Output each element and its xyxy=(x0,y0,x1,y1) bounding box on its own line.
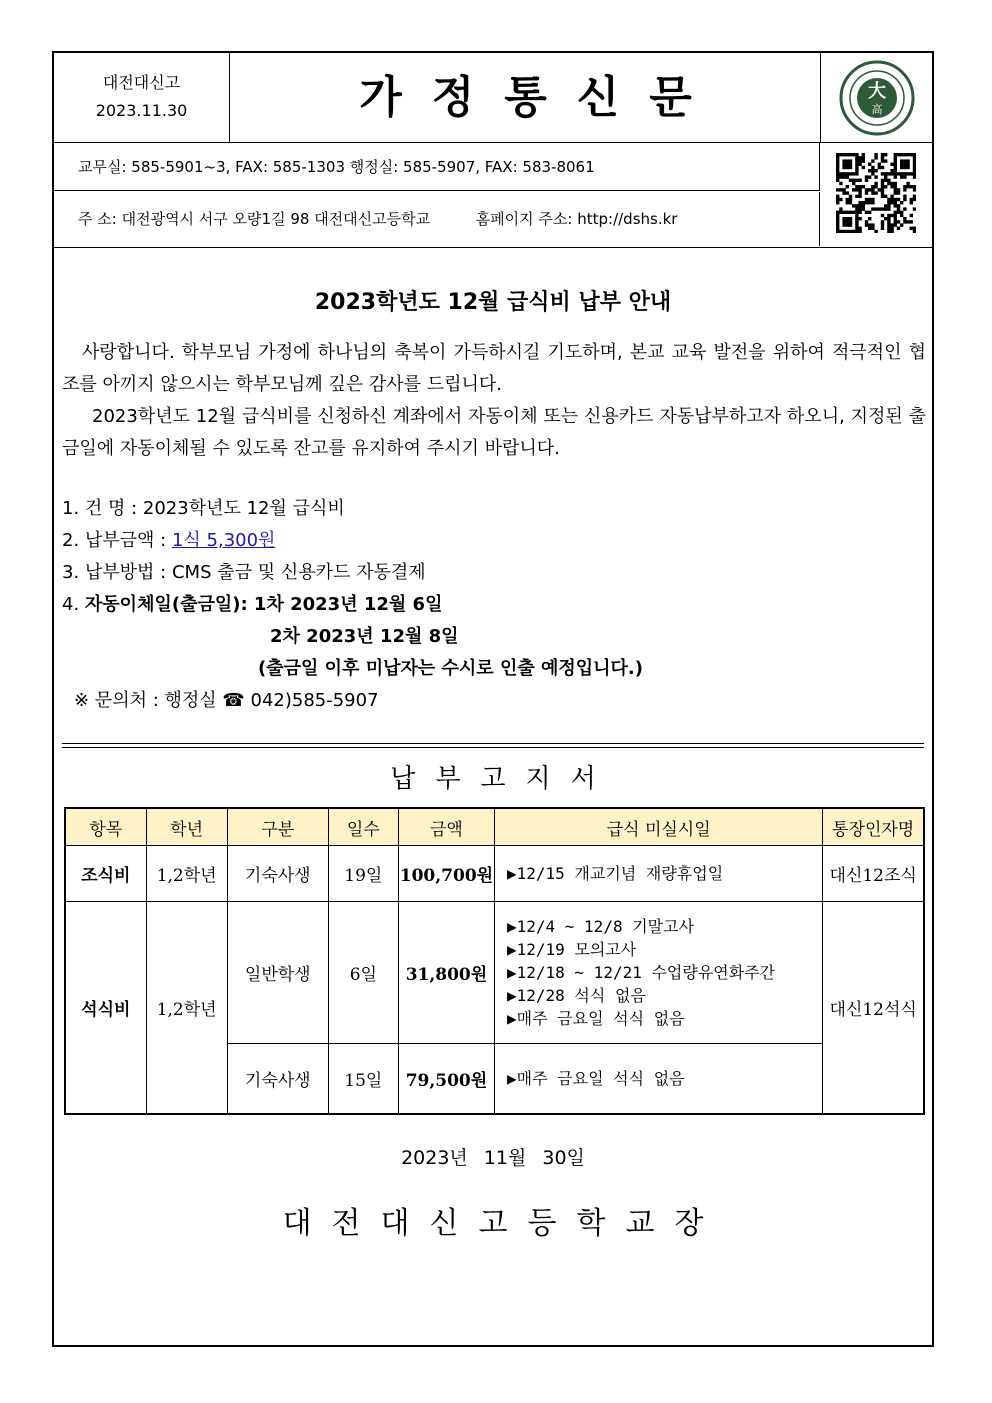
homepage-label: 홈페이지 주소: xyxy=(475,210,573,228)
item2-label: 2. 납부금액 : xyxy=(62,530,172,551)
notice-title: 납부고지서 xyxy=(390,764,616,794)
col-excluded: 급식 미실시일 xyxy=(494,808,822,846)
excluded-line: ▶12/28 석식 없음 xyxy=(506,986,646,1005)
table-row xyxy=(65,846,924,902)
item4-second-date: 2차 2023년 12월 8일 xyxy=(270,626,459,647)
school-emblem-icon xyxy=(821,53,933,142)
intro-paragraph: 사랑합니다. 학부모님 가정에 하나님의 축복이 가득하시길 기도하며, 본교 교육 발전을 위하여 적극적인 협조를 아끼지 않으시는 학부모님께 깊은 감사를 드립니다. xyxy=(62,342,926,395)
item1-label: 1. 건 명 : xyxy=(62,498,143,519)
cell-days: 15일 xyxy=(328,1044,398,1114)
item4-label: 4. xyxy=(62,594,85,615)
cell-days: 6일 xyxy=(328,902,398,1044)
item-list xyxy=(62,493,922,717)
inquiry: ※ 문의처 : 행정실 ☎ 042)585-5907 xyxy=(74,690,379,711)
fee-table xyxy=(64,807,925,1115)
document-title: 2023학년도 12월 급식비 납부 안내 xyxy=(314,290,672,315)
col-days: 일수 xyxy=(328,808,398,846)
cell-type: 기숙사생 xyxy=(227,1044,328,1114)
cell-grade: 1,2학년 xyxy=(146,902,227,1114)
qr-code-graphic xyxy=(836,153,916,233)
excluded-line: ▶12/4 ~ 12/8 기말고사 xyxy=(506,917,695,936)
address-label: 주 소: xyxy=(78,210,117,228)
excluded-line: ▶12/19 모의고사 xyxy=(506,940,637,959)
cell-account: 대신12석식 xyxy=(823,902,924,1114)
list-item xyxy=(62,493,922,525)
item3-label: 3. 납부방법 : xyxy=(62,562,172,583)
col-amount: 금액 xyxy=(398,808,494,846)
cell-excluded: ▶매주 금요일 석식 없음 xyxy=(494,1044,822,1114)
col-account: 통장인자명 xyxy=(823,808,924,846)
item1-value: 2023학년도 12월 급식비 xyxy=(142,498,345,519)
col-type: 구분 xyxy=(227,808,328,846)
table-header-row xyxy=(65,808,924,846)
logo-char: 大 xyxy=(868,81,886,102)
contact-address-line xyxy=(54,192,820,246)
header-divider xyxy=(54,247,932,248)
cell-amount: 31,800원 xyxy=(398,902,494,1044)
header xyxy=(54,53,932,143)
school-name: 대전대신고 xyxy=(102,73,181,92)
excluded-line: ▶12/18 ~ 12/21 수업량유연화주간 xyxy=(506,963,776,982)
document-frame xyxy=(52,51,934,1347)
issue-footer-date: 2023년 11월 30일 xyxy=(401,1147,585,1169)
item4-value: 자동이체일(출금일): 1차 2023년 12월 6일 xyxy=(84,594,443,615)
excluded-line: ▶매주 금요일 석식 없음 xyxy=(506,1009,685,1028)
item2-value: 1식 5,300원 xyxy=(171,530,276,551)
logo-sub: 高 xyxy=(871,103,883,116)
cell-amount: 79,500원 xyxy=(398,1044,494,1114)
item4-note: (출금일 이후 미납자는 수시로 인출 예정입니다.) xyxy=(258,658,643,679)
qr-code-icon[interactable] xyxy=(836,153,916,233)
cell-item: 조식비 xyxy=(65,846,146,902)
col-grade: 학년 xyxy=(146,808,227,846)
list-item xyxy=(62,525,922,557)
homepage-link[interactable]: http://dshs.kr xyxy=(577,210,678,228)
cell-account: 대신12조식 xyxy=(823,846,924,902)
page-title: 가정통신문 xyxy=(359,72,722,123)
section-divider xyxy=(62,743,924,748)
item3-value: CMS 출금 및 신용카드 자동결제 xyxy=(171,562,426,583)
table-row xyxy=(65,902,924,1044)
col-item: 항목 xyxy=(65,808,146,846)
school-box xyxy=(54,53,230,142)
cell-type: 일반학생 xyxy=(227,902,328,1044)
list-item xyxy=(62,589,922,621)
cell-item: 석식비 xyxy=(65,902,146,1114)
notice-paragraph: 2023학년도 12월 급식비를 신청하신 계좌에서 자동이체 또는 신용카드 자동납부하고자 하오니, 지정된 출금일에 자동이체될 수 있도록 잔고를 유지하여 주시기 바랍니다. xyxy=(62,406,926,459)
cell-grade: 1,2학년 xyxy=(146,846,227,902)
contact-phones: 교무실: 585-5901~3, FAX: 585-1303 행정실: 585-5907, FAX: 583-8061 xyxy=(54,143,820,191)
list-item xyxy=(62,557,922,589)
issue-date: 2023.11.30 xyxy=(95,101,188,120)
cell-type: 기숙사생 xyxy=(227,846,328,902)
cell-excluded xyxy=(494,902,822,1044)
cell-days: 19일 xyxy=(328,846,398,902)
address: 대전광역시 서구 오량1길 98 대전대신고등학교 xyxy=(121,210,431,228)
cell-amount: 100,700원 xyxy=(398,846,494,902)
school-logo xyxy=(820,53,933,142)
principal-signature: 대전대신고등학교장 xyxy=(282,1206,724,1241)
cell-excluded: ▶12/15 개교기념 재량휴업일 xyxy=(494,846,822,902)
